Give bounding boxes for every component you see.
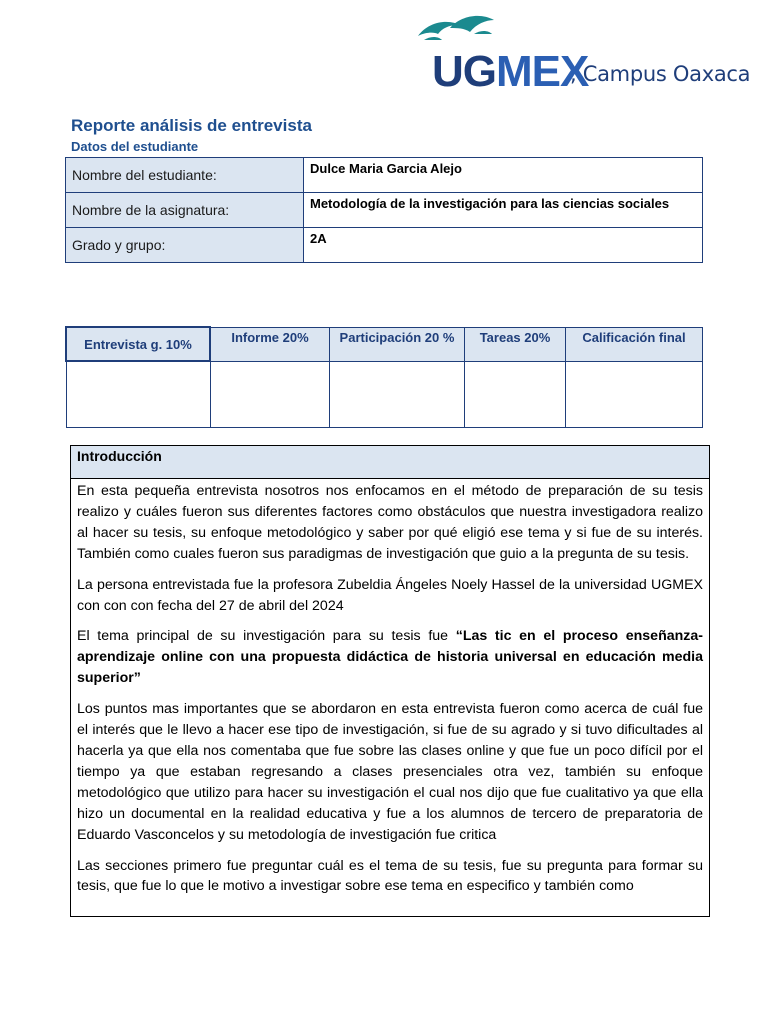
thesis-title: “Las tic en el proceso enseñanza-aprendizaje online con una propuesta didáctica de historia universal en educación media superior” [77, 628, 703, 687]
paragraph: La persona entrevistada fue la profesora Zubeldia Ángeles Noely Hassel de la universidad UGMEX con con con fecha del 27 de abril del 2024 [77, 576, 703, 614]
introduction-box [70, 445, 710, 917]
grades-table [65, 326, 703, 428]
introduction-body [71, 479, 709, 897]
grade-group-value: 2A [304, 228, 703, 263]
introduction-heading: Introducción [71, 446, 709, 479]
table-row [66, 228, 703, 263]
header-tasks: Tareas 20% [465, 327, 566, 361]
cell-report [210, 361, 330, 428]
paragraph [77, 626, 703, 689]
cell-tasks [465, 361, 566, 428]
table-header-row [66, 327, 703, 361]
paragraph-lead: El tema principal de su investigación para su tesis fue [77, 628, 456, 645]
header-participation: Participación 20 % [330, 327, 465, 361]
subject-label: Nombre de la asignatura: [66, 193, 304, 228]
report-title: Reporte análisis de entrevista [71, 116, 312, 135]
header-final-grade: Calificación final [566, 327, 703, 361]
table-row [66, 361, 703, 428]
header-report: Informe 20% [210, 327, 330, 361]
cell-participation [330, 361, 465, 428]
subject-value: Metodología de la investigación para las ciencias sociales [304, 193, 703, 228]
logo-campus: , Campus Oaxaca [570, 62, 751, 86]
table-row [66, 193, 703, 228]
student-name-value: Dulce Maria Garcia Alejo [304, 158, 703, 193]
ugmex-logo [414, 14, 751, 96]
paragraph: Los puntos mas importantes que se abordaron en esta entrevista fueron como acerca de cuál fue el interés que le llevo a hacer ese tipo de investigación, si fue de su agrado y si tuvo dificultades al hacerla ya que ella nos comentaba que fue sobre las clases online y que fue un poco difícil por el tiempo ya que estaban regresando a clases presenciales otra vez, también su enfoque metodológico que utilizo para hacer su investigación el cual nos dijo que fue cualitativo ya que ella hizo un documental en la realidad educativa y fue a los alumnos de tercero de preparatoria de Eduardo Vasconcelos y su metodología de investigación fue critica [77, 701, 703, 843]
student-data-heading: Datos del estudiante [71, 139, 199, 154]
paragraph: En esta pequeña entrevista nosotros nos enfocamos en el método de preparación de su tesis realizo y cuáles fueron sus diferentes factores como obstáculos que nuestra investigadora realizo al hacer su tesis, su enfoque metodológico y saber por qué eligió ese tema y si fue de su interés. También como cuales fueron sus paradigmas de investigación que guio a la pregunta de su tesis. [77, 483, 703, 562]
cell-interview [66, 361, 210, 428]
cell-final-grade [566, 361, 703, 428]
student-name-label: Nombre del estudiante: [66, 158, 304, 193]
logo-wordmark: UGMEX [432, 47, 589, 96]
grade-group-label: Grado y grupo: [66, 228, 304, 263]
header-interview: Entrevista g. 10% [66, 327, 210, 361]
table-row [66, 158, 703, 193]
student-data-table [65, 157, 703, 263]
paragraph: Las secciones primero fue preguntar cuál es el tema de su tesis, fue su pregunta para formar su tesis, que fue lo que le motivo a investigar sobre ese tema en especifico y también como [77, 857, 703, 895]
